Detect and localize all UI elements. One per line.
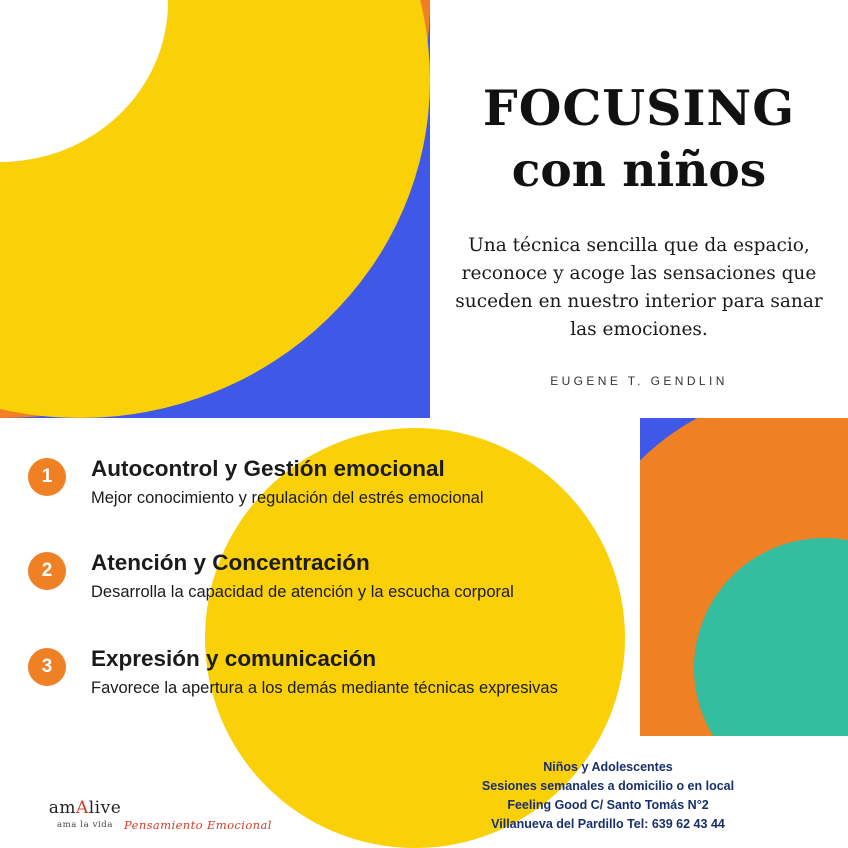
benefit-number-badge: 3 [28, 648, 66, 686]
subtitle-text: Una técnica sencilla que da espacio, reconoce y acoge las sensaciones que suceden en nuestro interior para sanar las emociones. [455, 235, 823, 341]
page-title-primary: FOCUSING [482, 79, 796, 137]
contact-line-sessions: Sesiones semanales a domicilio o en local [481, 779, 735, 793]
benefit-title: Expresión y comunicación [91, 646, 377, 671]
author-credit: EUGENE T. GENDLIN [550, 374, 728, 389]
page-title-secondary: con niños [511, 143, 767, 198]
top-section [0, 0, 848, 418]
benefit-text-group [91, 550, 514, 603]
benefit-description: Mejor conocimiento y regulación del estrés emocional [91, 488, 484, 507]
contact-line-audience: Niños y Adolescentes [543, 760, 673, 774]
amalive-wordmark-pre: am [48, 798, 76, 818]
benefit-number-badge: 1 [28, 458, 66, 496]
amalive-wordmark [30, 798, 140, 818]
benefit-description: Favorece la apertura a los demás mediante técnicas expresivas [91, 678, 558, 697]
pensamiento-emocional-logo: Pensamiento Emocional [124, 818, 272, 832]
amalive-wordmark-post: live [88, 798, 122, 818]
amalive-wordmark-accent: A [75, 798, 89, 818]
list-item [28, 456, 628, 509]
amalive-tagline: ama la vida [56, 820, 113, 830]
contact-line-address: Feeling Good C/ Santo Tomás N°2 [507, 798, 709, 812]
benefit-number-badge: 2 [28, 552, 66, 590]
contact-line-phone: Villanueva del Pardillo Tel: 639 62 43 44 [491, 817, 725, 831]
benefit-text-group [91, 456, 484, 509]
benefit-title: Atención y Concentración [91, 550, 370, 575]
benefit-text-group [91, 646, 558, 699]
benefit-title: Autocontrol y Gestión emocional [91, 456, 445, 481]
contact-info [398, 758, 818, 834]
benefit-description: Desarrolla la capacidad de atención y la escucha corporal [91, 582, 514, 601]
headline-block [430, 0, 848, 418]
list-item [28, 646, 628, 699]
list-item [28, 550, 628, 603]
benefits-list [0, 418, 848, 736]
